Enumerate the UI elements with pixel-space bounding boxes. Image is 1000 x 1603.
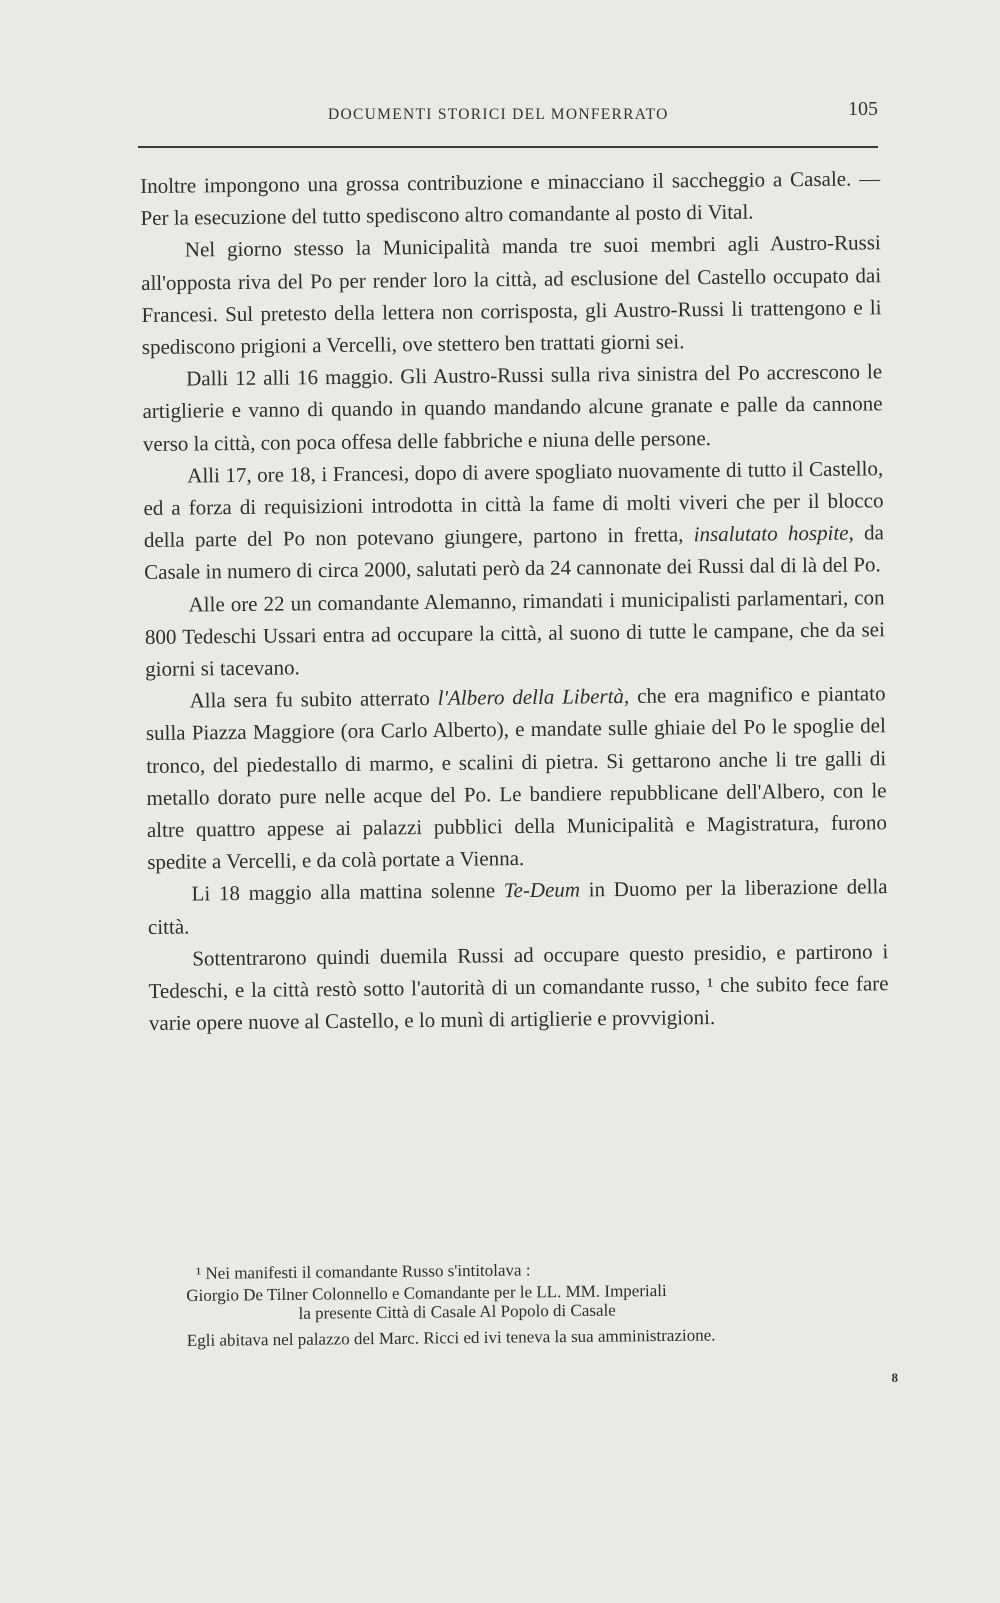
signature-mark: 8 [891, 1370, 898, 1385]
paragraph-4-text-b: da Casale in numero di circa 2000, salutati però da 24 cannonate dei Russi dal di là del Po. [144, 520, 884, 585]
footnote-line-3: la presente Città di Casale Al Popolo di Casale [298, 1300, 616, 1323]
paragraph-6-text-a: Alla sera fu subito atterrato [189, 686, 438, 713]
paragraph-6-italic: l'Albero della Libertà, [437, 684, 630, 711]
paragraph-4 [143, 452, 884, 589]
paragraph-7-italic: Te-Deum [503, 877, 581, 903]
paragraph-8-text-b: che subito fece fare varie opere nuove al Castello, e lo munì di artiglierie e provvigioni. [148, 971, 889, 1036]
page-header [138, 96, 878, 126]
main-text [140, 162, 889, 1039]
paragraph-1: Inoltre impongono una grossa contribuzione e minacciano il saccheggio a Casale. — Per la esecuzione del tutto spediscono altro comandante al posto di Vital. [140, 166, 881, 231]
paragraph-3: Dalli 12 alli 16 maggio. Gli Austro-Russi sulla riva sinistra del Po accrescono le artiglierie e vanno di quando in quando mandando alcune granate e palle da cannone verso la città, con poca offesa delle fabbriche e niuna delle persone. [142, 359, 883, 456]
footnote-reference: ¹ [706, 973, 714, 998]
paragraph-6 [145, 677, 887, 878]
paragraph-8-text-a: Sottentrarono quindi duemila Russi ad occupare questo presidio, e partirono i Tedeschi, e la città restò sotto l'autorità di un comandante russo, [148, 939, 889, 1004]
paragraph-6-text-b: che era magnifico e piantato sulla Piazza Maggiore (ora Carlo Alberto), e mandate sulle ghiaie del Po le spoglie del tronco, del piedestallo di marmo, e scalini di pietra. Si gettarono anche li tre galli di metallo dorato pure nelle acque del Po. Le bandiere repubblicane dell'Albero, con le altre quattro appese ai palazzi pubblici della Municipalità e Magistratura, furono spedite a Vercelli, e da colà portate a Vienna. [145, 681, 887, 875]
footnotes [186, 1256, 899, 1352]
footnote-intro: Nei manifesti il comandante Russo s'intitolava : [205, 1260, 531, 1283]
paragraph-8 [148, 935, 889, 1039]
header-rule [138, 146, 878, 148]
paragraph-2: Nel giorno stesso la Municipalità manda tre suoi membri agli Austro-Russi all'opposta riva del Po per render loro la città, ad esclusione del Castello occupato dai Francesi. Sul pretesto della lettera non corrisposta, gli Austro-Russi li trattengono e li spediscono prigioni a Vercelli, ove stettero ben trattati giorni sei. [141, 230, 882, 360]
footnote-line-2-text: Giorgio De Tilner Colonnello e Comandante per le LL. MM. Imperiali [186, 1280, 667, 1305]
footnote-marker: ¹ [196, 1263, 202, 1283]
paragraph-7-text-a: Li 18 maggio alla mattina solenne [191, 878, 504, 906]
paragraph-5: Alle ore 22 un comandante Alemanno, rimandati i municipalisti parlamentari, con 800 Tedeschi Ussari entra ad occupare la città, al suono di tutte le campane, che da sei giorni si tacevano. [144, 584, 885, 682]
page-number: 105 [848, 98, 878, 120]
running-title: DOCUMENTI STORICI DEL MONFERRATO [328, 106, 669, 123]
paragraph-4-text-a: Alli 17, ore 18, i Francesi, dopo di avere spogliato nuovamente di tutto il Castello, ed a forza di requisizioni introdotta in città la fame di molti viveri che per il blocco della parte del Po non potevano giungere, partono in fretta, [143, 456, 884, 553]
footnote-line-4: Egli abitava nel palazzo del Marc. Ricci ed ivi teneva la sua amministrazione. [186, 1325, 716, 1350]
paragraph-4-italic: insalutato hospite, [693, 520, 854, 547]
paragraph-7-text-b: in Duomo per la liberazione della città. [147, 874, 888, 939]
paragraph-7 [147, 871, 888, 943]
